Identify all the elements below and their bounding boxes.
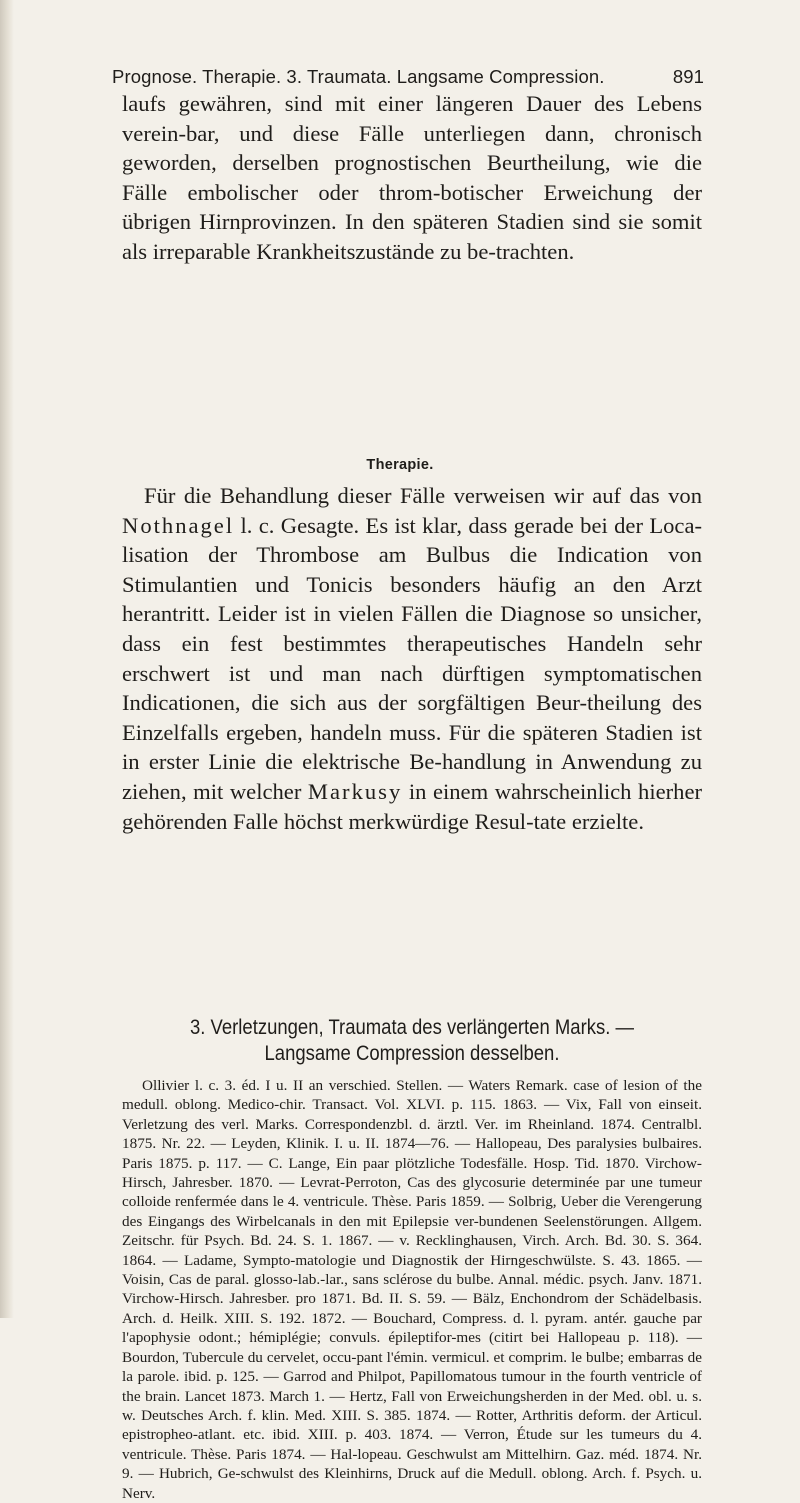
running-head: Prognose. Therapie. 3. Traumata. Langsame Compression. [112, 66, 605, 87]
section-title: 3. Verletzungen, Traumata des verlängerten Marks. — Langsame Compression desselben. [189, 1015, 634, 1065]
subheading-therapie: Therapie. [366, 457, 434, 473]
paragraph-therapy-part2: l. c. Gesagte. Es ist klar, dass gerade bei der Loca-lisation der Thrombose am Bulbus die Indication von Stimulantien und Tonicis besonders häufig an den Arzt herantritt. Leider ist in vielen Fällen die Diagnose so unsicher, dass ein fest bestimmtes therapeutisches Handeln sehr erschwert ist und man nach dürftigen symptomatischen Indicationen, die sich aus der sorgfältigen Beur-theilung des Einzelfalls ergeben, handeln muss. Für die späteren Stadien ist in erster Linie die elektrische Be-handlung in Anwendung zu ziehen, mit welcher [122, 512, 703, 804]
paragraph-therapy [122, 481, 702, 836]
page-binding-edge [0, 0, 14, 1318]
paragraph-prognosis-end: laufs gewähren, sind mit einer längeren Dauer des Lebens verein-bar, und diese Fälle unterliegen dann, chronisch geworden, derselben prognostischen Beurtheilung, wie die Fälle embolischer oder throm-botischer Erweichung der übrigen Hirnprovinzen. In den späteren Stadien sind sie somit als irreparable Krankheitszustände zu be-trachten. [122, 91, 702, 264]
author-name-nothnagel: Nothnagel [122, 512, 235, 538]
paragraph-therapy-part3: in einem wahrscheinlich hierher gehörenden Falle höchst merkwürdige Resul-tate erzielte. [122, 778, 703, 834]
author-name-markusy: Markusy [307, 778, 403, 804]
paragraph-therapy-part1: Für die Behandlung dieser Fälle verweisen wir auf das von [144, 483, 702, 508]
bibliography: Ollivier l. c. 3. éd. I u. II an verschied. Stellen. — Waters Remark. case of lesion of the medull. oblong. Medico-chir. Transact. Vol. XLVI. p. 115. 1863. — Vix, Fall von einseit. Verletzung des verl. Marks. Correspondenzbl. d. ärztl. Ver. im Rheinland. 1874. Centralbl. 1875. Nr. 22. — Leyden, Klinik. I. u. II. 1874—76. — Hallopeau, Des paralysies bulbaires. Paris 1875. p. 117. — C. Lange, Ein paar plötzliche Todesfälle. Hosp. Tid. 1870. Virchow-Hirsch, Jahresber. 1870. — Levrat-Perroton, Cas des glycosurie determinée par une tumeur colloide renfermée dans le 4. ventricule. Thèse. Paris 1859. — Solbrig, Ueber die Verengerung des Eingangs des Wirbelcanals in den mit Epilepsie ver-bundenen Seelenstörungen. Allgem. Zeitschr. für Psych. Bd. 24. S. 1. 1867. — v. Recklinghausen, Virch. Arch. Bd. 30. S. 364. 1864. — Ladame, Sympto-matologie und Diagnostik der Hirngeschwülste. S. 43. 1865. — Voisin, Cas de paral. glosso-lab.-lar., sans sclérose du bulbe. Annal. médic. psych. Janv. 1871. Virchow-Hirsch. Jahresber. pro 1871. Bd. II. S. 59. — Bälz, Enchondrom der Schädelbasis. Arch. d. Heilk. XIII. S. 192. 1872. — Bouchard, Compress. d. l. pyram. antér. gauche par l'apophysie odont.; hémiplégie; convuls. épileptifor-mes (citirt bei Hallopeau p. 118). — Bourdon, Tubercule du cervelet, occu-pant l'émin. vermicul. et comprim. le bulbe; embarras de la parole. ibid. p. 125. — Garrod and Philpot, Papillomatous tumour in the fourth ventricle of the brain. Lancet 1873. March 1. — Hertz, Fall von Erweichungsherden in der Med. obl. u. s. w. Deutsches Arch. f. klin. Med. XIII. S. 385. 1874. — Rotter, Arthritis deform. der Articul. epistropheo-atlant. etc. ibid. XIII. p. 403. 1874. — Verron, Étude sur les tumeurs du 4. ventricule. Thèse. Paris 1874. — Hal-lopeau. Geschwulst am Mittelhirn. Gaz. méd. 1874. Nr. 9. — Hubrich, Ge-schwulst des Kleinhirns, Druck auf die Medull. oblong. Arch. f. Psych. u. Nerv. [122, 1077, 702, 1502]
page-number: 891 [672, 66, 704, 87]
